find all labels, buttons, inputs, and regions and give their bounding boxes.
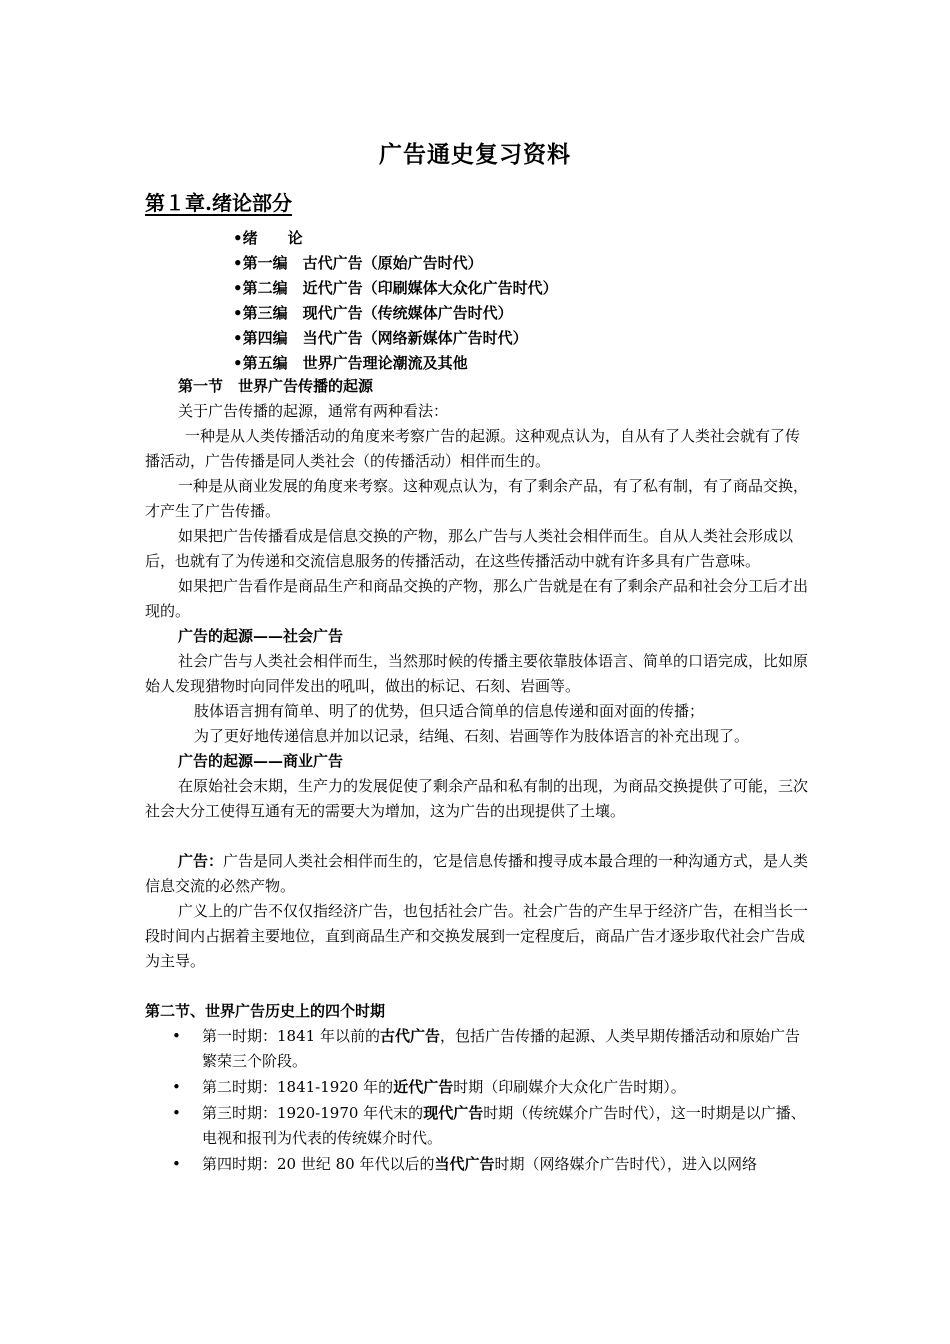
paragraph: 一种是从商业发展的角度来考察。这种观点认为，有了剩余产品，有了私有制，有了商品交换，才产生了广告传播。 [145, 477, 809, 520]
definition-paragraph [145, 849, 810, 899]
bullet-icon: • [172, 1078, 181, 1096]
period-name: 现代广告 [423, 1104, 484, 1122]
section2-heading: 第二节、世界广告历史上的四个时期 [145, 1002, 386, 1020]
list-item [145, 1152, 810, 1177]
document-body [145, 374, 810, 1178]
paragraph: 在原始社会末期，生产力的发展促使了剩余产品和私有制的出现，为商品交换提供了可能，三次社会大分工使得互通有无的需要大为增加，这为广告的出现提供了土壤。 [145, 777, 809, 820]
social-ad-heading: 广告的起源——社会广告 [178, 627, 344, 645]
paragraph: 社会广告与人类社会相伴而生，当然那时候的传播主要依靠肢体语言、简单的口语完成，比如原始人发现猎物时向同伴发出的吼叫，做出的标记、石刻、岩画等。 [145, 652, 809, 695]
outline-item: •第二编 近代广告（印刷媒体大众化广告时代） [233, 279, 558, 297]
document-title: 广告通史复习资料 [379, 141, 571, 168]
bullet-icon: • [172, 1027, 181, 1045]
outline-list [233, 226, 558, 376]
spacer [145, 824, 810, 849]
outline-item: •绪 论 [233, 229, 303, 247]
period-name: 当代广告 [434, 1155, 495, 1173]
paragraph: 如果把广告看作是商品生产和商品交换的产物，那么广告就是在有了剩余产品和社会分工后才出现的。 [145, 577, 809, 620]
period-text: 第四时期：20 世纪 80 年代以后的 [202, 1155, 435, 1173]
paragraph: 一种是从人类传播活动的角度来考察广告的起源。这种观点认为，自从有了人类社会就有了传播活动，广告传播是同人类社会（的传播活动）相伴而生的。 [145, 427, 801, 470]
paragraph: 广义上的广告不仅仅指经济广告，也包括社会广告。社会广告的产生早于经济广告，在相当长一段时间内占据着主要地位，直到商品生产和交换发展到一定程度后，商品广告才逐步取代社会广告成为主导。 [145, 902, 809, 970]
list-item [145, 1101, 810, 1151]
spacer [145, 974, 810, 999]
outline-item: •第五编 世界广告理论潮流及其他 [233, 354, 468, 372]
period-text: 时期（印刷媒介大众化广告时期）。 [453, 1078, 686, 1096]
period-text: 第三时期：1920-1970 年代末的 [202, 1104, 424, 1122]
period-text: 第二时期：1841-1920 年的 [202, 1078, 394, 1096]
outline-item: •第一编 古代广告（原始广告时代） [233, 254, 483, 272]
commercial-ad-heading: 广告的起源——商业广告 [178, 752, 344, 770]
outline-item: •第三编 现代广告（传统媒体广告时代） [233, 304, 513, 322]
period-text: 时期（网络媒介广告时代），进入以网络 [494, 1155, 758, 1173]
definition-term: 广告： [178, 852, 224, 870]
list-item [145, 1024, 810, 1074]
chapter-heading: 第１章.绪论部分 [145, 191, 292, 215]
section1-heading: 第一节 世界广告传播的起源 [178, 377, 374, 395]
period-list [145, 1024, 810, 1177]
period-text: 第一时期：1841 年以前的 [202, 1027, 380, 1045]
paragraph: 关于广告传播的起源，通常有两种看法： [178, 402, 449, 420]
paragraph: 如果把广告传播看成是信息交换的产物，那么广告与人类社会相伴而生。自从人类社会形成以后，也就有了为传递和交流信息服务的传播活动，在这些传播活动中就有许多具有广告意味。 [145, 527, 794, 570]
period-text: 时期（传统媒介广告时代），这一时期是以广播、电视和报刊为代表的传统媒介时代。 [202, 1104, 806, 1147]
bullet-icon: • [172, 1104, 181, 1122]
paragraph: 肢体语言拥有简单、明了的优势，但只适合简单的信息传递和面对面的传播； [194, 702, 705, 720]
bullet-icon: • [172, 1155, 181, 1173]
list-item [145, 1075, 810, 1100]
paragraph: 为了更好地传递信息并加以记录，结绳、石刻、岩画等作为肢体语言的补充出现了。 [194, 727, 750, 745]
period-name: 古代广告 [379, 1027, 440, 1045]
outline-item: •第四编 当代广告（网络新媒体广告时代） [233, 329, 528, 347]
definition-text: 广告是同人类社会相伴而生的，它是信息传播和搜寻成本最合理的一种沟通方式，是人类信息交流的必然产物。 [145, 852, 809, 895]
period-text: ，包括广告传播的起源、人类早期传播活动和原始广告繁荣三个阶段。 [202, 1027, 800, 1070]
period-name: 近代广告 [393, 1078, 454, 1096]
